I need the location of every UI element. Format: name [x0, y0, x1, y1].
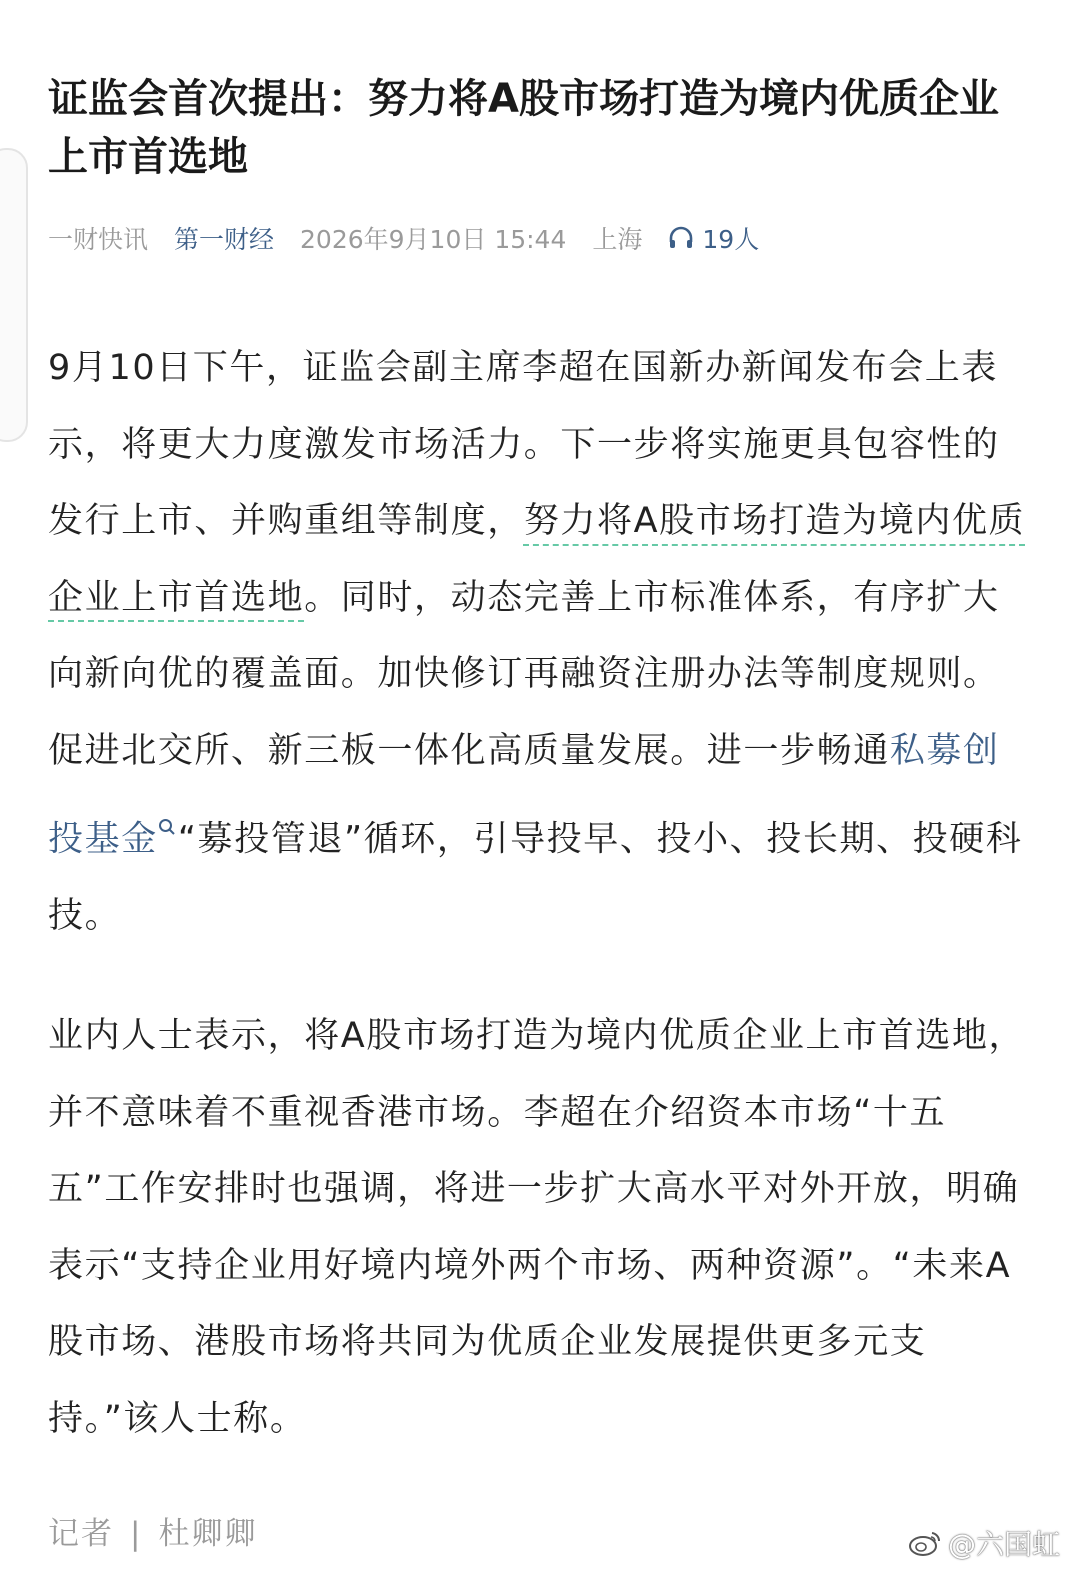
listen-count-button[interactable]	[668, 220, 785, 256]
highlight-quote[interactable]: 努力将A股市场打造为境内优质企业上市首选地	[48, 501, 1026, 618]
source-link[interactable]: 第一财经	[174, 225, 275, 254]
keyword-link-private-equity-fund[interactable]: 私募创投基金	[48, 730, 1000, 860]
paragraph-1-text-a: 9月10日下午，证监会副主席李超在国新办新闻发布会上表示，将更大力度激发市场活力。下一步将实施更具包容性的发行上市、并购重组等制度，	[48, 348, 1000, 541]
weibo-watermark	[908, 1523, 1060, 1563]
reporter-name: 杜卿卿	[158, 1516, 258, 1552]
paragraph-1-text-c: “募投管退”循环，引导投早、投小、投长期、投硬科技。	[48, 819, 1023, 937]
headphones-icon	[668, 226, 694, 250]
listen-count: 19人	[702, 225, 760, 254]
article-title: 证监会首次提出：努力将A股市场打造为境内优质企业上市首选地	[48, 76, 999, 180]
paragraph-1-text-b: 。同时，动态完善上市标准体系，有序扩大向新向优的覆盖面。加快修订再融资注册办法等制度规则。促进北交所、新三板一体化高质量发展。进一步畅通	[48, 577, 1000, 771]
weibo-icon	[908, 1529, 942, 1557]
side-edge-handle[interactable]	[0, 148, 28, 442]
channel-label: 一财快讯	[48, 225, 149, 254]
publish-datetime: 2026年9月10日 15:44	[300, 225, 567, 254]
paragraph-1	[48, 330, 1033, 955]
paragraph-2: 业内人士表示，将A股市场打造为境内优质企业上市首选地，并不意味着不重视香港市场。李超在介绍资本市场“十五五”工作安排时也强调，将进一步扩大高水平对外开放，明确表示“支持企业用好境内境外两个市场、两种资源”。“未来A股市场、港股市场将共同为优质企业发展提供更多元支持。”该人士称。	[48, 1016, 1026, 1439]
location-label: 上海	[592, 225, 643, 254]
byline-separator: |	[130, 1516, 143, 1552]
byline-label: 记者	[48, 1516, 114, 1552]
watermark-text: @六国虹	[947, 1528, 1060, 1561]
article-meta	[48, 216, 785, 260]
search-icon[interactable]	[158, 789, 176, 866]
reporter-byline	[48, 1508, 257, 1553]
